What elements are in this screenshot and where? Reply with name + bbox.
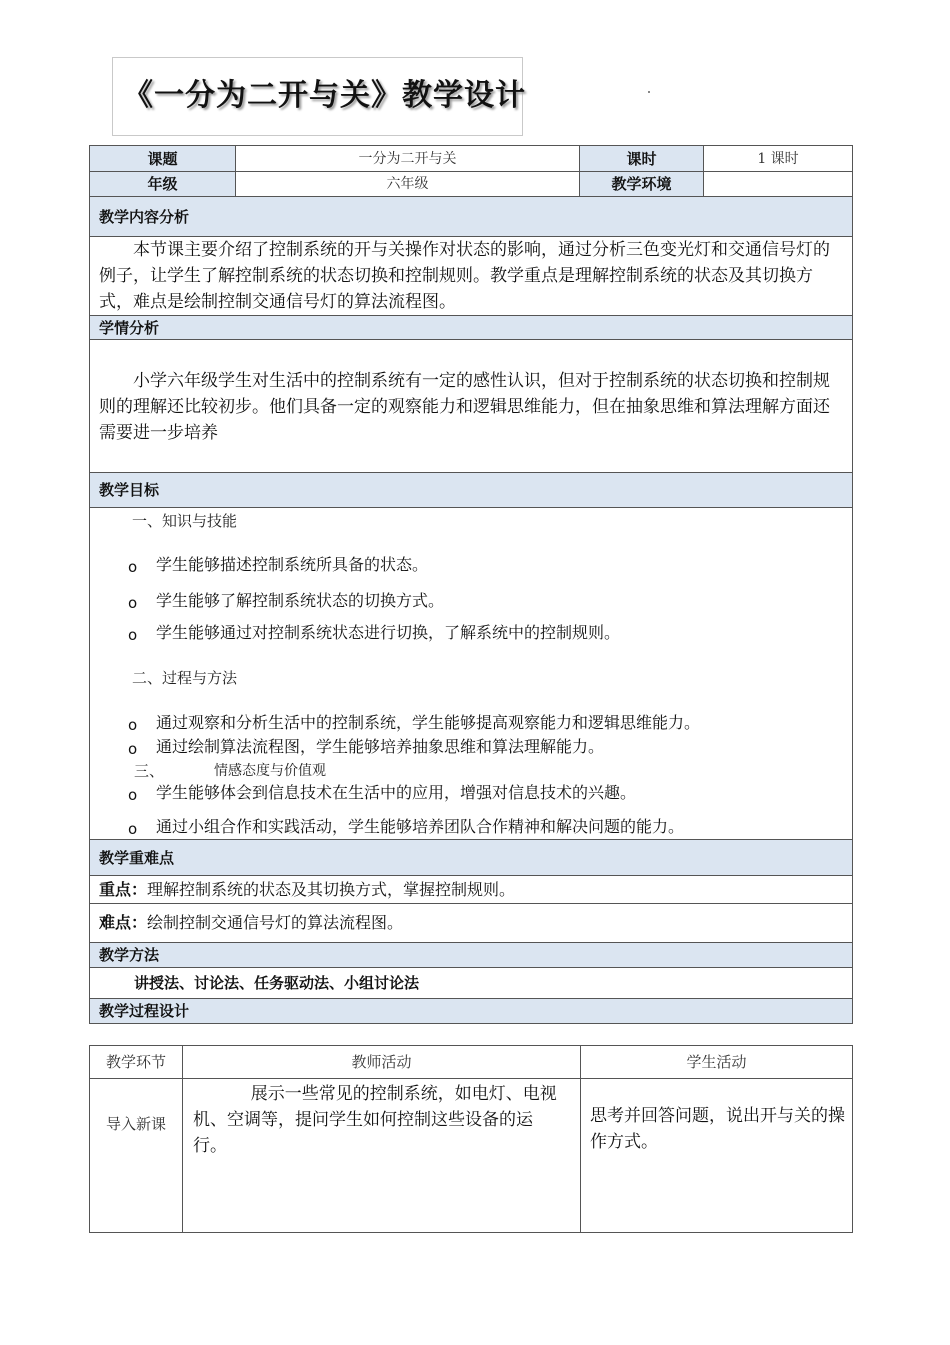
hours-value: 1 课时 (704, 146, 853, 172)
key-point-label: 重点： (99, 879, 148, 899)
objectives-body: 一、知识与技能 o 学生能够描述控制系统所具备的状态。 o 学生能够了解控制系统状态的切换方式。 o 学生能够通过对控制系统状态进行切换，了解系统中的控制规则。 二、过程与方法 o 通过观察和分析生活中的控制系统，学生能够提高观察能力和逻辑思维能力。 o 通过绘制算法流程图，学生能够培养抽象思维和算法理解能力。 三、 情感态度与价值观 o 学生能够体会到信息技术在生活中的应用，增强对信息技术的兴趣。 o 通过小组合作和实践活动，学生能够培养团队合作精神和解决问题的能力。 (90, 508, 853, 840)
stage-cell: 导入新课 (90, 1079, 183, 1233)
column-header-stage: 教学环节 (90, 1046, 183, 1079)
hours-label: 课时 (580, 146, 704, 172)
methods-heading: 教学方法 (90, 943, 853, 968)
student-analysis-text: 小学六年级学生对生活中的控制系统有一定的感性认识，但对于控制系统的状态切换和控制规则的理解还比较初步。他们具备一定的观察能力和逻辑思维能力，但在抽象思维和算法理解方面还需要进一步培养 (90, 340, 853, 473)
content-analysis-text: 本节课主要介绍了控制系统的开与关操作对状态的影响，通过分析三色变光灯和交通信号灯的例子，让学生了解控制系统的状态切换和控制规则。教学重点是理解控制系统的状态及其切换方式，难点是绘制控制交通信号灯的算法流程图。 (90, 237, 853, 316)
grade-value: 六年级 (236, 172, 580, 197)
env-value (704, 172, 853, 197)
objectives-group3-number: 三、 (134, 762, 165, 780)
env-label: 教学环境 (580, 172, 704, 197)
document-title: 《一分为二开与关》教学设计 (123, 78, 526, 113)
column-header-student: 学生活动 (581, 1046, 853, 1079)
title-box (112, 57, 526, 136)
column-header-teacher: 教师活动 (183, 1046, 581, 1079)
difficulty-text: 绘制控制交通信号灯的算法流程图。 (147, 913, 404, 932)
objectives-group1-title: 一、知识与技能 (132, 512, 238, 530)
difficulty-row (90, 904, 853, 943)
teacher-activity-text: 展示一些常见的控制系统，如电灯、电视机、空调等，提问学生如何控制这些设备的运行。 (193, 1084, 557, 1156)
topic-value: 一分为二开与关 (236, 146, 580, 172)
table-row (90, 1079, 853, 1233)
teacher-activity-cell (183, 1079, 581, 1233)
student-activity-text: 思考并回答问题，说出开与关的操作方式。 (590, 1106, 845, 1152)
stray-dot (648, 91, 650, 93)
content-analysis-heading: 教学内容分析 (90, 197, 853, 237)
key-points-heading: 教学重难点 (90, 840, 853, 876)
grade-label: 年级 (90, 172, 236, 197)
objectives-group3-title: 情感态度与价值观 (214, 763, 326, 779)
objectives-heading: 教学目标 (90, 473, 853, 508)
objectives-group2-title: 二、过程与方法 (132, 669, 238, 687)
topic-label: 课题 (90, 146, 236, 172)
lesson-plan-table (89, 145, 853, 1024)
student-activity-cell (581, 1079, 853, 1233)
student-analysis-heading: 学情分析 (90, 316, 853, 340)
methods-text: 讲授法、讨论法、任务驱动法、小组讨论法 (90, 968, 853, 999)
process-heading: 教学过程设计 (90, 999, 853, 1024)
difficulty-label: 难点： (99, 913, 148, 932)
process-table (89, 1045, 853, 1233)
key-point-row (90, 876, 853, 904)
key-point-text: 理解控制系统的状态及其切换方式，掌握控制规则。 (147, 879, 516, 899)
